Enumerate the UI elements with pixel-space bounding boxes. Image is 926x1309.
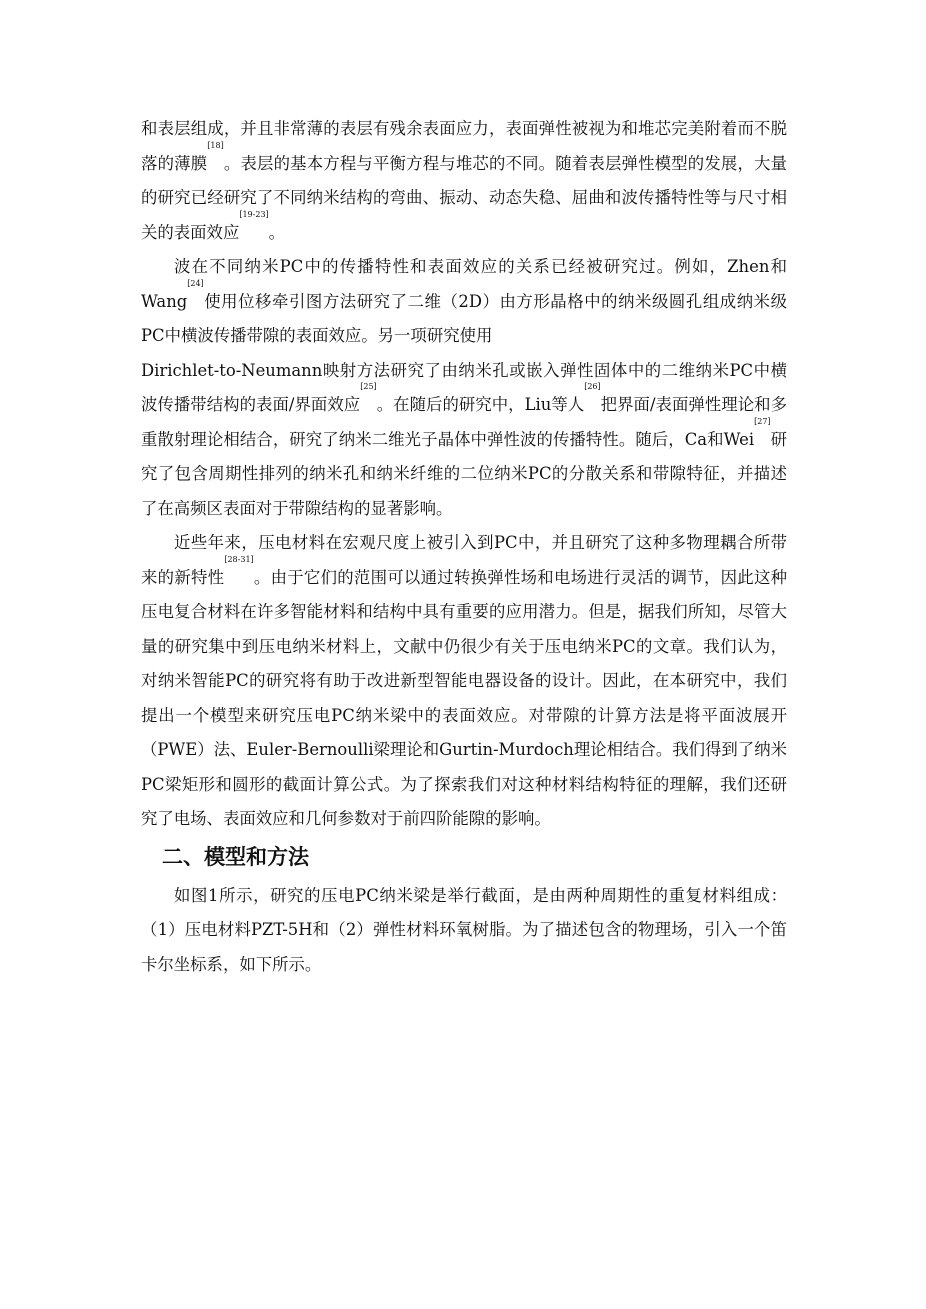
citation-26: [26]	[584, 382, 601, 391]
text-segment: 使用位移牵引图方法研究了二维（2D）由方形晶格中的纳米级圆孔组成纳米级PC中横波传播带隙的表面效应。另一项研究使用	[141, 291, 787, 345]
citation-24: [24]	[187, 278, 204, 288]
paragraph-piezoelectric-pc	[141, 526, 787, 837]
text-segment: 。由于它们的范围可以通过转换弹性场和电场进行灵活的调节，因此这种压电复合材料在许多智能材料和结构中具有重要的应用潜力。但是，据我们所知，尽管大量的研究集中到压电纳米材料上，文献中仍很少有关于压电纳米PC的文章。我们认为，对纳米智能PC的研究将有助于改进新型智能电器设备的设计。因此，在本研究中，我们提出一个模型来研究压电PC纳米梁中的表面效应。对带隙的计算方法是将平面波展开（PWE）法、Euler-Bernoulli梁理论和Gurtin-Murdoch理论相结合。我们得到了纳米PC梁矩形和圆形的截面计算公式。为了探索我们对这种材料结构特征的理解，我们还研究了电场、表面效应和几何参数对于前四阶能隙的影响。	[141, 567, 788, 828]
document-body	[141, 112, 787, 982]
paragraph-nano-pc-studies	[141, 250, 787, 526]
text-segment: 如图1所示，研究的压电PC纳米梁是举行截面，是由两种周期性的重复材料组成：（1）压电材料PZT-5H和（2）弹性材料环氧树脂。为了描述包含的物理场，引入一个笛卡尔坐标系，如下所示。	[141, 885, 787, 974]
text-segment: 。在随后的研究中，Liu等人	[376, 395, 585, 414]
citation-27: [27]	[754, 416, 771, 426]
text-segment: 把界面/表面弹性理论和多重散射理论相结合，研究了纳米二维光子晶体中弹性波的传播特性。随后，Ca和Wei	[141, 395, 787, 449]
paragraph-surface-elasticity	[141, 112, 787, 250]
section-heading: 二、模型和方法	[162, 844, 309, 869]
text-segment: 和表层组成，并且非常薄的表层有残余表面应力，表面弹性被视为和堆芯完美附着而不脱落的薄膜	[141, 119, 787, 173]
text-segment: 波在不同纳米PC中的传播特性和表面效应的关系已经被研究过。例如，Zhen和Wang	[141, 257, 787, 311]
citation-28-31: [28-31]	[224, 554, 254, 564]
text-segment: Dirichlet-to-Neumann映射方法研究了由纳米孔或嵌入弹性固体中的二维纳米PC中横波传播带结构的表面/界面效应	[141, 360, 787, 414]
text-segment: 研究了包含周期性排列的纳米孔和纳米纤维的二位纳米PC的分散关系和带隙特征，并描述了在高频区表面对于带隙结构的显著影响。	[141, 429, 788, 518]
text-segment: 。表层的基本方程与平衡方程与堆芯的不同。随着表层弹性模型的发展，大量的研究已经研究了不同纳米结构的弯曲、振动、动态失稳、屈曲和波传播特性等与尺寸相关的表面效应	[141, 153, 788, 242]
citation-19-23: [19-23]	[239, 209, 269, 219]
paragraph-model-description	[141, 879, 787, 983]
text-segment: 近些年来，压电材料在宏观尺度上被引入到PC中，并且研究了这种多物理耦合所带来的新特性	[141, 533, 787, 587]
text-segment: 。	[268, 222, 286, 242]
citation-18: [18]	[207, 140, 224, 150]
citation-25: [25]	[360, 382, 377, 391]
